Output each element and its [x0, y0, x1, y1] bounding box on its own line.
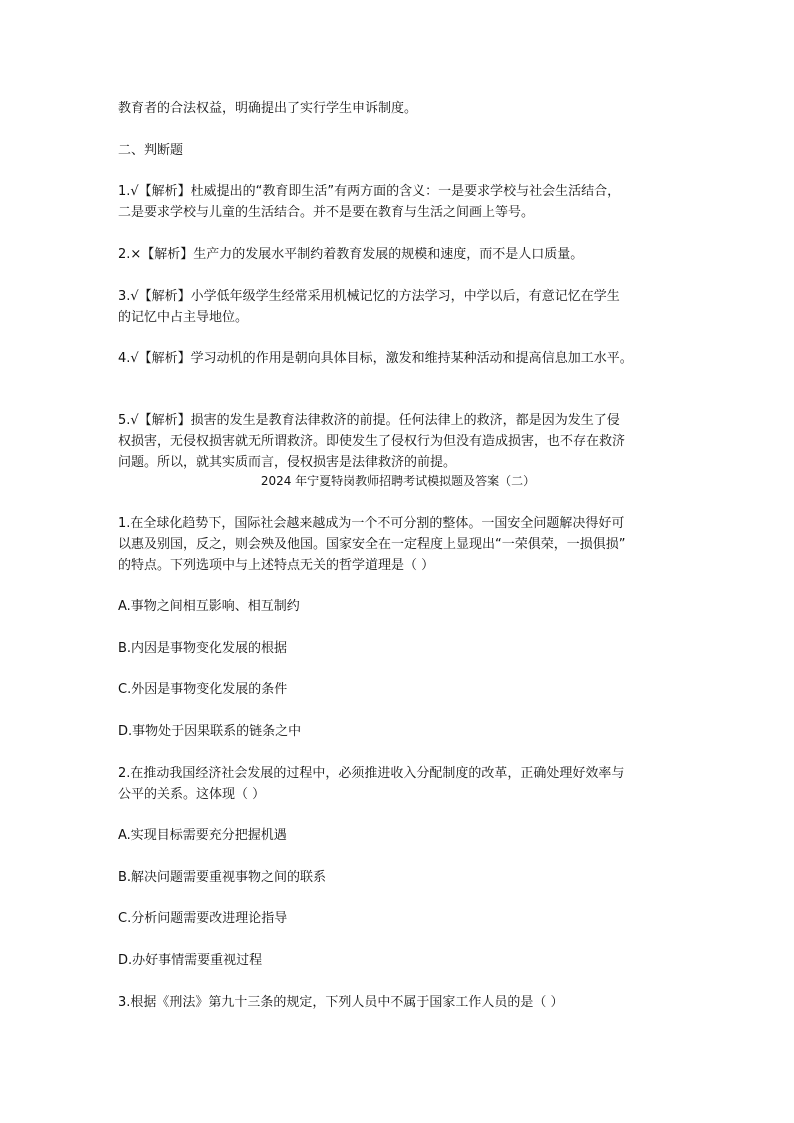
judgment-item-5	[118, 410, 678, 473]
paragraph-line: 2.×【解析】生产力的发展水平制约着教育发展的规模和速度，而不是人口质量。	[118, 247, 584, 262]
question-1-option-b: B.内因是事物变化发展的根据	[118, 641, 288, 656]
paragraph-line: 3.根据《刑法》第九十三条的规定，下列人员中不属于国家工作人员的是（ ）	[118, 995, 564, 1010]
paragraph-line: 以惠及别国，反之，则会殃及他国。国家安全在一定程度上显现出“一荣俱荣，一损俱损”	[118, 537, 626, 552]
judgment-item-4	[118, 348, 678, 369]
paragraph-line: 5.√【解析】损害的发生是教育法律救济的前提。任何法律上的救济，都是因为发生了侵	[118, 413, 620, 428]
judgment-item-3	[118, 286, 678, 328]
paragraph-line: 教育者的合法权益，明确提出了实行学生申诉制度。	[118, 101, 418, 116]
judgment-item-1	[118, 181, 678, 223]
paragraph-line: 1.√【解析】杜威提出的“教育即生活”有两方面的含义：一是要求学校与社会生活结合，	[118, 184, 621, 199]
paragraph-line: 公平的关系。这体现（ ）	[118, 787, 266, 802]
question-3-stem	[118, 992, 678, 1013]
intro-paragraph	[118, 98, 678, 119]
paragraph-line: 的记忆中占主导地位。	[118, 310, 249, 325]
section-heading	[118, 140, 678, 161]
question-2-option-d: D.办好事情需要重视过程	[118, 953, 263, 968]
paragraph-line: 2.在推动我国经济社会发展的过程中，必须推进收入分配制度的改革，正确处理好效率与	[118, 766, 625, 781]
question-1-stem	[118, 513, 678, 576]
paragraph-line: 问题。所以，就其实质而言，侵权损害是法律救济的前提。	[118, 455, 457, 470]
question-2-option-c: C.分析问题需要改进理论指导	[118, 911, 288, 926]
paragraph-line: 1.在全球化趋势下，国际社会越来越成为一个不可分割的整体。一国安全问题解决得好可	[118, 516, 625, 531]
question-2-option-b: B.解决问题需要重视事物之间的联系	[118, 870, 327, 885]
paragraph-line: 3.√【解析】小学低年级学生经常采用机械记忆的方法学习，中学以后，有意记忆在学生	[118, 289, 620, 304]
question-2-option-a: A.实现目标需要充分把握机遇	[118, 828, 287, 843]
exam-title: 2024 年宁夏特岗教师招聘考试模拟题及答案（二）	[260, 474, 536, 488]
question-1-option-a: A.事物之间相互影响、相互制约	[118, 599, 300, 614]
judgment-item-2	[118, 244, 678, 265]
paragraph-line: 的特点。下列选项中与上述特点无关的哲学道理是（ ）	[118, 558, 435, 573]
paragraph-line: 4.√【解析】学习动机的作用是朝向具体目标，激发和维持某种活动和提高信息加工水平。	[118, 351, 633, 366]
question-1-option-c: C.外因是事物变化发展的条件	[118, 682, 288, 697]
question-2-stem	[118, 763, 678, 805]
paragraph-line: 二是要求学校与儿童的生活结合。并不是要在教育与生活之间画上等号。	[118, 205, 535, 220]
paragraph-line: 权损害，无侵权损害就无所谓救济。即使发生了侵权行为但没有造成损害，也不存在救济	[118, 434, 626, 449]
section-heading-text: 二、判断题	[118, 143, 184, 158]
question-1-option-d: D.事物处于因果联系的链条之中	[118, 724, 302, 739]
